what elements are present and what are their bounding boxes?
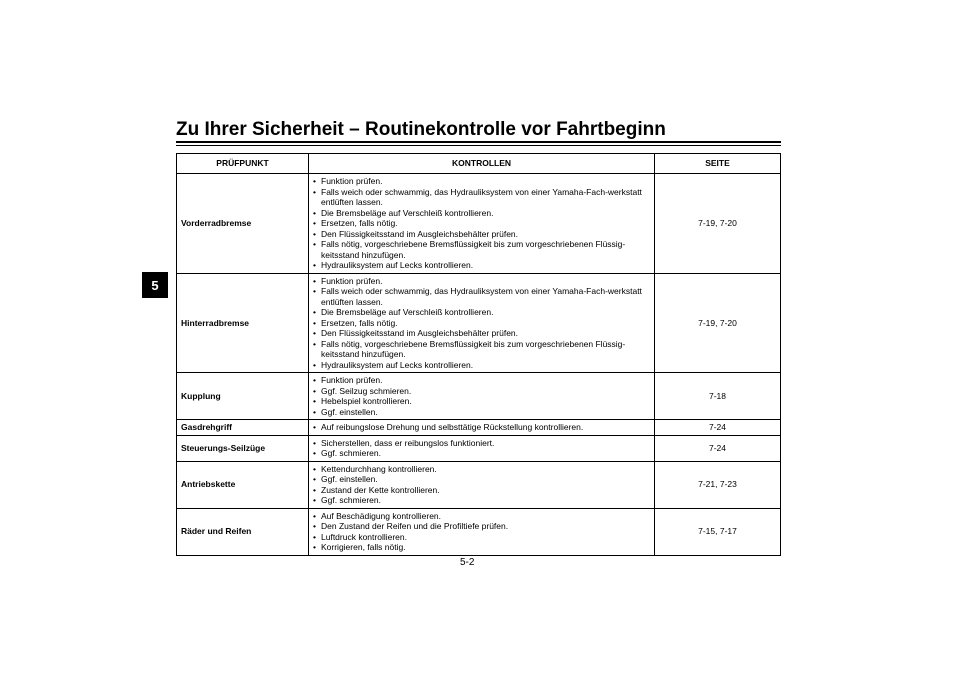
check-list-text: Falls nötig, vorgeschriebene Bremsflüssigkeit bis zum vorgeschriebenen Flüssig-keitsstand hinzufügen. [321, 338, 626, 359]
check-list-text: Sicherstellen, dass er reibungslos funktioniert. [321, 437, 495, 448]
bullet-icon: • [313, 260, 316, 270]
page-reference: 7-15, 7-17 [655, 508, 781, 555]
check-list-text: Den Flüssigkeitsstand im Ausgleichsbehälter prüfen. [321, 328, 519, 338]
bullet-icon: • [313, 521, 316, 531]
check-list [309, 174, 655, 274]
table-row [177, 420, 781, 436]
check-list-item [313, 495, 650, 506]
bullet-icon: • [313, 495, 316, 505]
bullet-icon: • [313, 406, 316, 417]
check-list-text: Die Bremsbeläge auf Verschleiß kontrollieren. [321, 207, 494, 218]
bullet-icon: • [313, 307, 316, 317]
bullet-icon: • [313, 275, 316, 286]
bullet-icon: • [313, 207, 316, 218]
bullet-icon: • [313, 218, 316, 228]
check-item-name: Antriebskette [177, 461, 309, 508]
check-list-text: Hydrauliksystem auf Lecks kontrollieren. [321, 260, 474, 270]
bullet-icon: • [313, 531, 316, 542]
check-list-item [313, 474, 650, 485]
check-list-text: Auf reibungslose Drehung und selbsttätige Rückstellung kontrollieren. [321, 422, 584, 432]
bullet-icon: • [313, 228, 316, 239]
check-list-text: Den Zustand der Reifen und die Profiltiefe prüfen. [321, 521, 509, 531]
check-list-text: Ersetzen, falls nötig. [321, 218, 398, 228]
table-row [177, 373, 781, 420]
page-reference: 7-21, 7-23 [655, 461, 781, 508]
bullet-icon: • [313, 317, 316, 328]
page-reference: 7-24 [655, 420, 781, 436]
check-list-item [313, 422, 650, 433]
check-list-item [313, 187, 650, 208]
check-list-text: Falls nötig, vorgeschriebene Bremsflüssigkeit bis zum vorgeschriebenen Flüssig-keitsstand hinzufügen. [321, 239, 626, 260]
bullet-icon: • [313, 484, 316, 495]
check-list-item [313, 542, 650, 553]
bullet-icon: • [313, 286, 316, 296]
check-list-item [313, 239, 650, 260]
check-item-name: Steuerungs-Seilzüge [177, 435, 309, 461]
check-list [309, 461, 655, 508]
check-list-text: Die Bremsbeläge auf Verschleiß kontrollieren. [321, 307, 494, 317]
bullet-icon: • [313, 176, 316, 186]
check-item-name: Gasdrehgriff [177, 420, 309, 436]
check-list-item [313, 375, 650, 386]
check-list-item [313, 521, 650, 532]
check-list-item [313, 176, 650, 187]
page-reference: 7-19, 7-20 [655, 174, 781, 274]
page-reference: 7-19, 7-20 [655, 273, 781, 373]
check-list-item [313, 339, 650, 360]
check-list-item [313, 464, 650, 475]
bullet-icon: • [313, 359, 316, 370]
check-list-item [313, 260, 650, 271]
check-list-text: Kettendurchhang kontrollieren. [321, 463, 437, 474]
table-row [177, 174, 781, 274]
check-list-item [313, 386, 650, 397]
title-divider [176, 141, 781, 143]
check-list-text: Funktion prüfen. [321, 375, 383, 385]
check-item-name: Vorderradbremse [177, 174, 309, 274]
bullet-icon: • [313, 422, 316, 432]
bullet-icon: • [313, 542, 316, 552]
check-list-text: Luftdruck kontrollieren. [321, 531, 407, 542]
check-list-text: Zustand der Kette kontrollieren. [321, 484, 440, 495]
column-header-part: PRÜFPUNKT [177, 154, 309, 174]
check-list-item [313, 532, 650, 543]
check-list-item [313, 448, 650, 459]
bullet-icon: • [313, 474, 316, 484]
column-header-checks: KONTROLLEN [309, 154, 655, 174]
check-list-text: Hydrauliksystem auf Lecks kontrollieren. [321, 359, 474, 370]
table-row [177, 435, 781, 461]
check-list [309, 373, 655, 420]
bullet-icon: • [313, 375, 316, 385]
check-list-item [313, 328, 650, 339]
page-reference: 7-18 [655, 373, 781, 420]
check-list-text: Ggf. einstellen. [321, 406, 378, 417]
check-list-text: Ggf. schmieren. [321, 495, 381, 505]
check-list-text: Funktion prüfen. [321, 275, 383, 286]
check-list-item [313, 485, 650, 496]
check-list-item [313, 318, 650, 329]
check-item-name: Kupplung [177, 373, 309, 420]
check-list [309, 435, 655, 461]
check-list-text: Funktion prüfen. [321, 176, 383, 186]
check-list-text: Hebelspiel kontrollieren. [321, 396, 412, 406]
bullet-icon: • [313, 186, 316, 197]
check-list-text: Ggf. einstellen. [321, 474, 378, 484]
bullet-icon: • [313, 239, 316, 249]
check-list-item [313, 276, 650, 287]
check-item-name: Räder und Reifen [177, 508, 309, 555]
check-list-item [313, 407, 650, 418]
bullet-icon: • [313, 463, 316, 474]
check-list [309, 508, 655, 555]
check-list-text: Ggf. schmieren. [321, 448, 381, 458]
check-list-item [313, 218, 650, 229]
check-list-item [313, 396, 650, 407]
check-list-item [313, 511, 650, 522]
table-header-row [177, 154, 781, 174]
bullet-icon: • [313, 448, 316, 458]
check-list [309, 273, 655, 373]
page-reference: 7-24 [655, 435, 781, 461]
check-list-text: Falls weich oder schwammig, das Hydrauliksystem von einer Yamaha-Fach-werkstatt entlüften lassen. [321, 286, 642, 307]
check-list-text: Ggf. Seilzug schmieren. [321, 385, 412, 396]
check-list-item [313, 360, 650, 371]
bullet-icon: • [313, 338, 316, 349]
check-list-item [313, 229, 650, 240]
table-row [177, 461, 781, 508]
check-list-text: Ersetzen, falls nötig. [321, 317, 398, 328]
page-title: Zu Ihrer Sicherheit – Routinekontrolle vor Fahrtbeginn [176, 119, 666, 140]
table-row [177, 273, 781, 373]
check-list-item [313, 307, 650, 318]
chapter-tab: 5 [142, 272, 168, 298]
bullet-icon: • [313, 437, 316, 448]
check-list-item [313, 208, 650, 219]
check-list-item [313, 286, 650, 307]
check-list [309, 420, 655, 436]
checklist-table [176, 153, 781, 556]
check-list-text: Den Flüssigkeitsstand im Ausgleichsbehälter prüfen. [321, 228, 519, 239]
check-list-text: Auf Beschädigung kontrollieren. [321, 510, 442, 521]
bullet-icon: • [313, 396, 316, 406]
title-divider-thin [176, 145, 781, 146]
table-row [177, 508, 781, 555]
table-body [177, 174, 781, 556]
check-list-item [313, 438, 650, 449]
bullet-icon: • [313, 510, 316, 521]
check-list-text: Falls weich oder schwammig, das Hydrauliksystem von einer Yamaha-Fach-werkstatt entlüften lassen. [321, 186, 642, 207]
check-item-name: Hinterradbremse [177, 273, 309, 373]
column-header-page: SEITE [655, 154, 781, 174]
bullet-icon: • [313, 328, 316, 338]
bullet-icon: • [313, 385, 316, 396]
page-number: 5-2 [460, 557, 475, 568]
check-list-text: Korrigieren, falls nötig. [321, 542, 406, 552]
